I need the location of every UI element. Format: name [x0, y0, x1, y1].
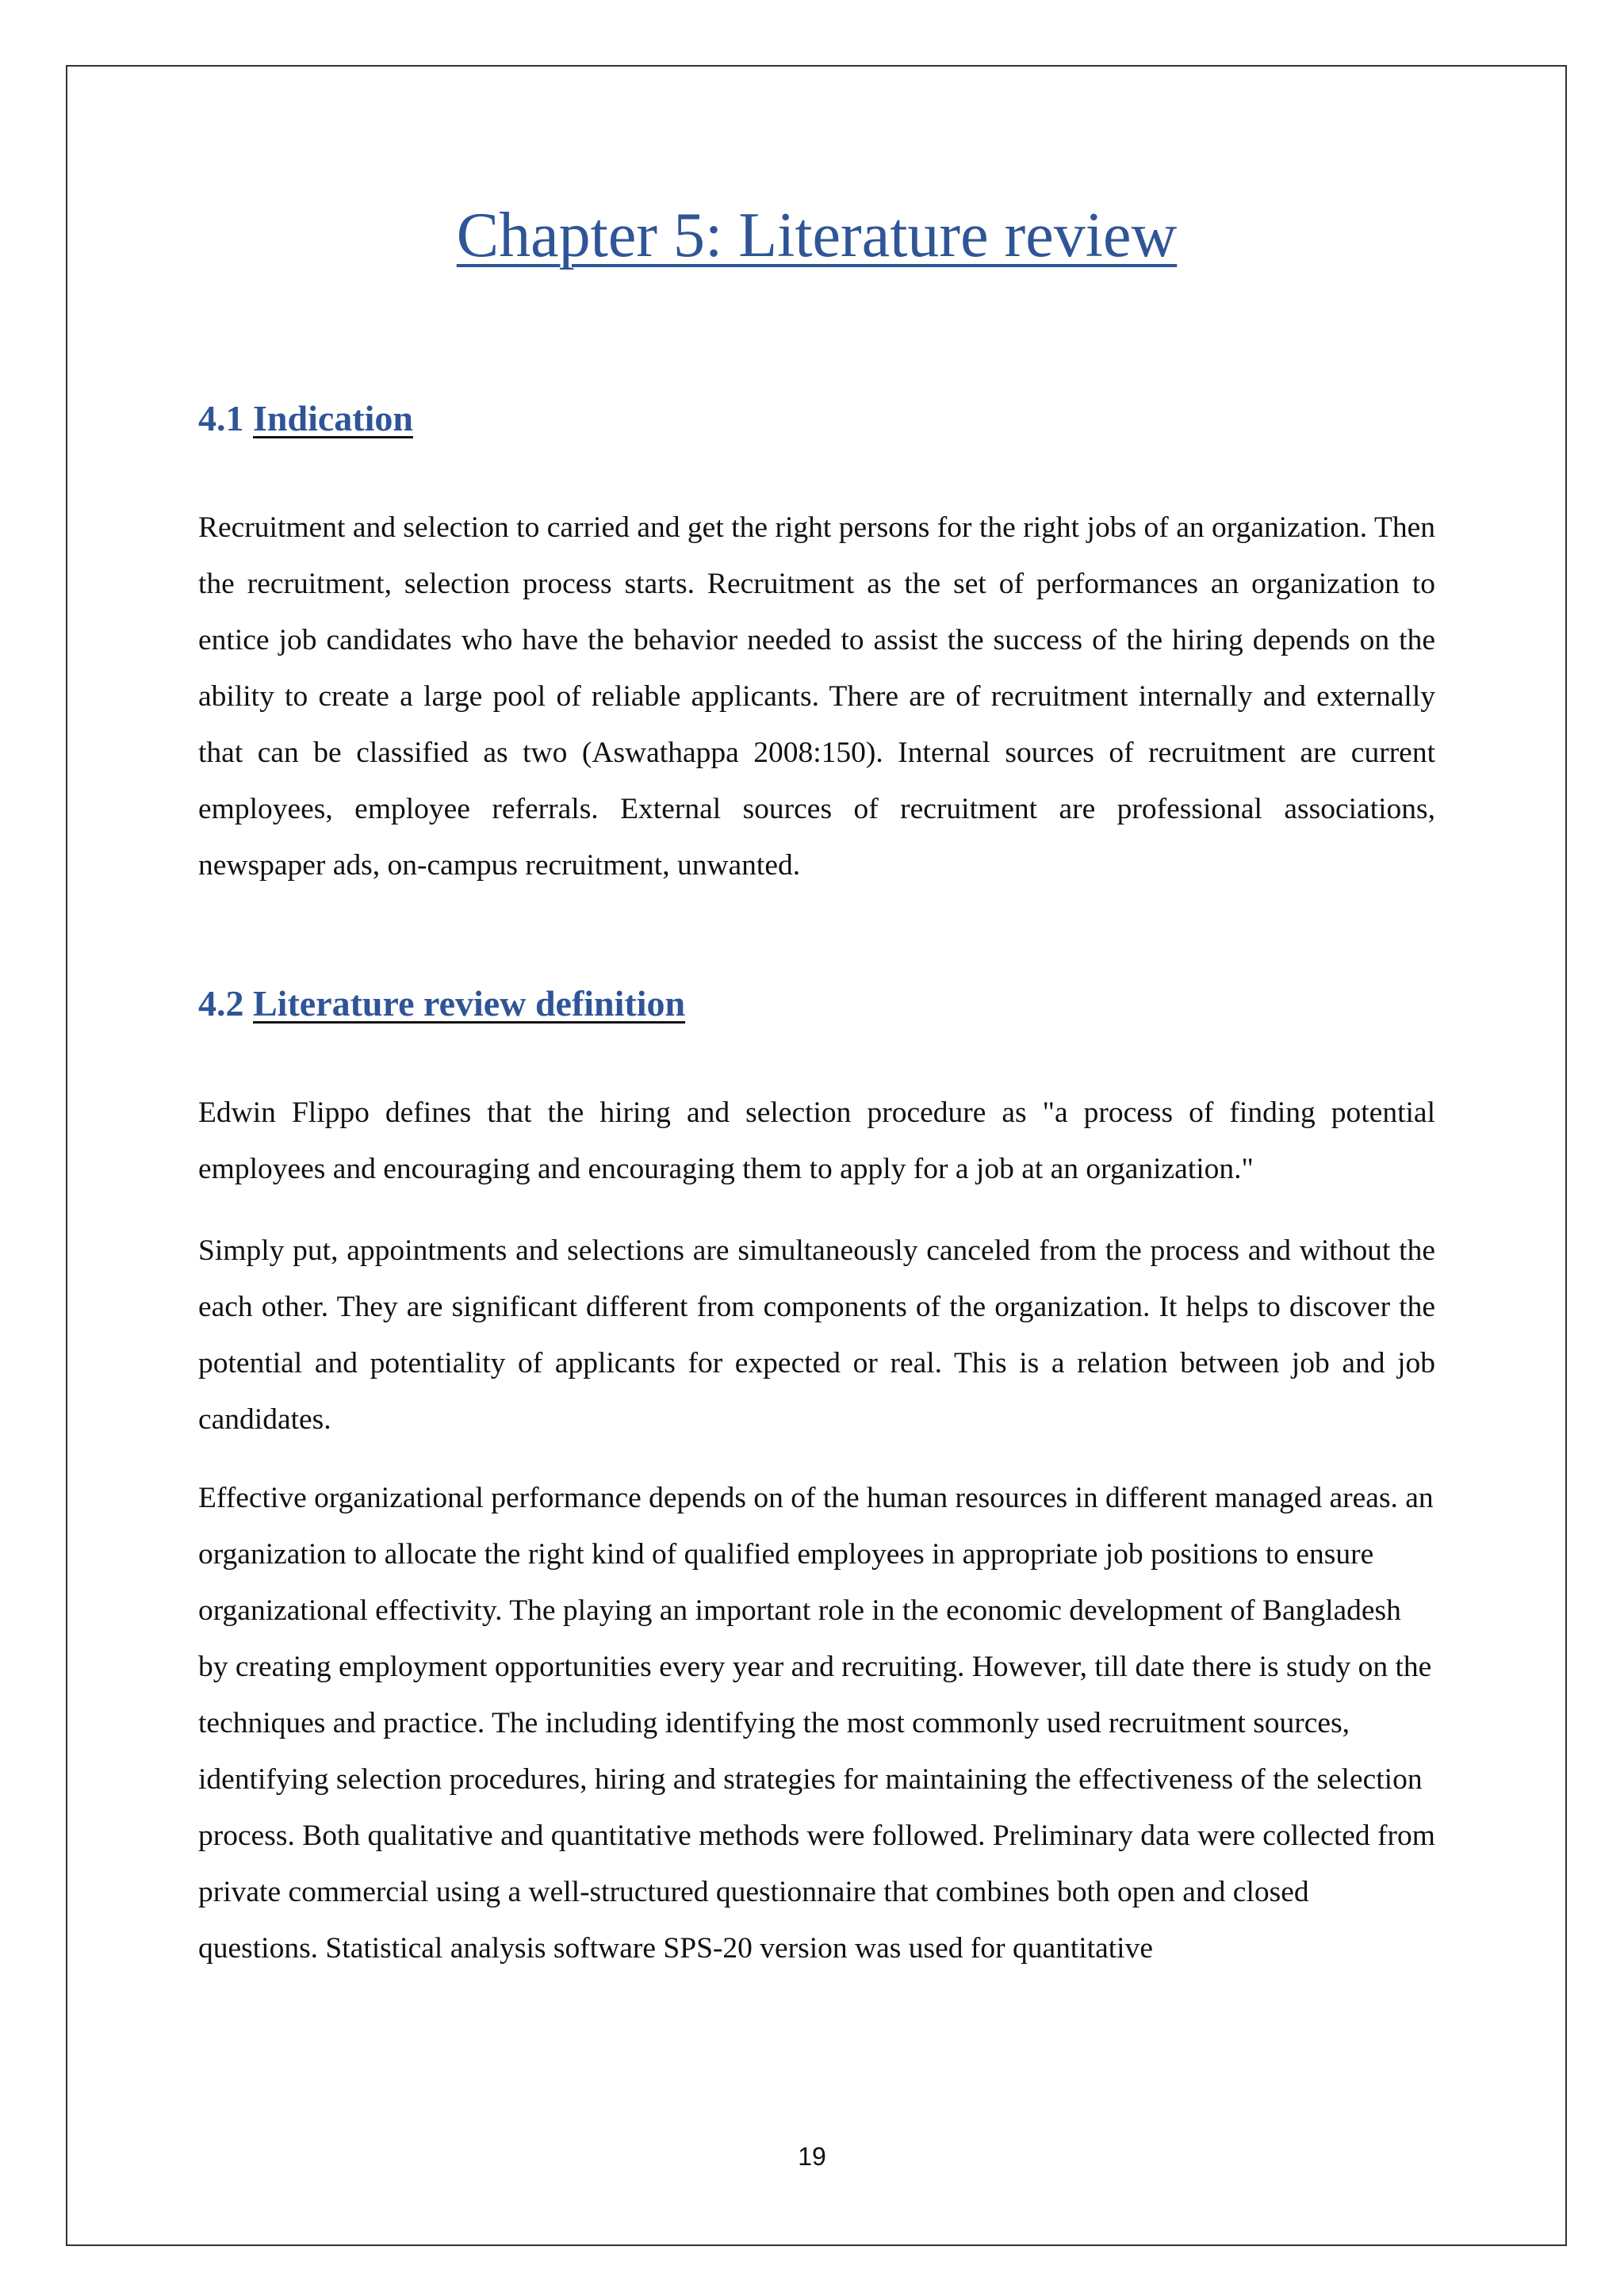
section-heading-indication — [198, 395, 413, 442]
section-heading-literature-review-definition — [198, 980, 685, 1027]
paragraph-organizational-performance: Effective organizational performance depends on of the human resources in different managed areas. an organization to allocate the right kind of qualified employees in appropriate job positions to ensure organizational effectivity. The playing an important role in the economic development of Bangladesh by creating employment opportunities every year and recruiting. However, till date there is study on the techniques and practice. The including identifying the most commonly used recruitment sources, identifying selection procedures, hiring and strategies for maintaining the effectiveness of the selection process. Both qualitative and quantitative methods were followed. Preliminary data were collected from private commercial using a well-structured questionnaire that combines both open and closed questions. Statistical analysis software SPS-20 version was used for quantitative — [198, 1482, 1435, 1965]
paragraph-appointments-selections: Simply put, appointments and selections are simultaneously canceled from the process and without the each other. They are significant different from components of the organization. It helps to discover the potential and potentiality of applicants for expected or real. This is a relation between job and job candidates. — [198, 1234, 1435, 1436]
section-title: Indication — [253, 398, 413, 438]
paragraph-indication: Recruitment and selection to carried and get the right persons for the right jobs of an organization. Then the recruitment, selection process starts. Recruitment as the set of performances an organization to entice job candidates who have the behavior needed to assist the success of the hiring depends on the ability to create a large pool of reliable applicants. There are of recruitment internally and externally that can be classified as two (Aswathappa 2008:150). Internal sources of recruitment are current employees, employee referrals. External sources of recruitment are professional associations, newspaper ads, on-campus recruitment, unwanted. — [198, 511, 1435, 882]
paragraph-flippo-definition: Edwin Flippo defines that the hiring and selection procedure as "a process of finding potential employees and encouraging and encouraging them to apply for a job at an organization." — [198, 1096, 1435, 1185]
chapter-title: Chapter 5: Literature review — [456, 201, 1178, 270]
section-title: Literature review definition — [253, 983, 686, 1024]
section-number: 4.2 — [198, 983, 244, 1024]
page-number: 19 — [798, 2142, 826, 2171]
section-number: 4.1 — [198, 398, 244, 438]
